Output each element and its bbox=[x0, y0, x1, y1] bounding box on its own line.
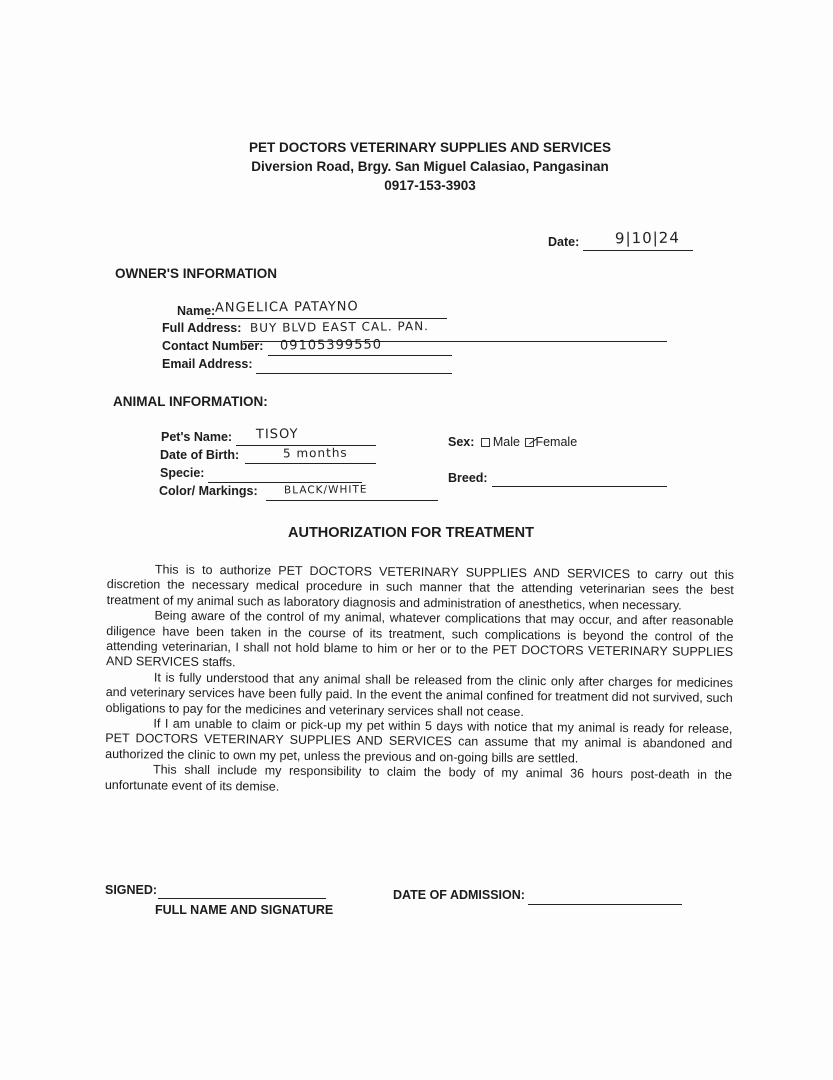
female-option-label: Female bbox=[535, 435, 578, 449]
clinic-address: Diversion Road, Brgy. San Miguel Calasiao, Pangasinan bbox=[251, 159, 609, 174]
male-checkbox[interactable] bbox=[481, 438, 490, 447]
color-markings-value: BLACK/WHITE bbox=[283, 483, 368, 497]
pet-name-value: TISOY bbox=[255, 426, 299, 443]
date-line[interactable] bbox=[583, 250, 693, 251]
authorization-paragraph-1: This is to authorize PET DOCTORS VETERINARY SUPPLIES AND SERVICES to carry out this discretion the necessary medical procedure in such manner that the attending veterinarian sees the best treatment of my animal such as laboratory diagnosis and administration of anesthetics, when necessary. bbox=[106, 562, 734, 613]
male-option-label: Male bbox=[492, 435, 520, 449]
authorization-paragraph-3: It is fully understood that any animal shall be released from the clinic only after charges for medicines and veterinary services have been fully paid. In the event the animal confined for treatment did not survived, such obligations to pay for the medicines and veterinary services shall not cease. bbox=[105, 670, 733, 719]
owner-section-title: OWNER'S INFORMATION bbox=[115, 266, 277, 281]
specie-line[interactable] bbox=[208, 482, 362, 483]
owner-contact-line[interactable] bbox=[268, 355, 452, 356]
date-value: 9|10|24 bbox=[614, 228, 680, 248]
date-label: Date: bbox=[548, 235, 580, 249]
date-of-admission-label: DATE OF ADMISSION: bbox=[393, 888, 525, 902]
breed-line[interactable] bbox=[492, 486, 667, 487]
signature-line[interactable] bbox=[158, 898, 326, 899]
clinic-header bbox=[0, 138, 833, 195]
authorization-title: AUTHORIZATION FOR TREATMENT bbox=[288, 525, 534, 541]
signed-label: SIGNED: bbox=[105, 883, 158, 897]
color-markings-line[interactable] bbox=[266, 500, 438, 501]
breed-label: Breed: bbox=[448, 471, 488, 485]
owner-contact-value: 09105399550 bbox=[279, 337, 383, 354]
signature-caption: FULL NAME AND SIGNATURE bbox=[155, 903, 334, 917]
owner-name-label: Name: bbox=[177, 304, 216, 318]
animal-section-title: ANIMAL INFORMATION: bbox=[113, 394, 268, 409]
color-markings-label: Color/ Markings: bbox=[159, 484, 258, 498]
dob-value: 5 months bbox=[282, 445, 348, 461]
pet-name-label: Pet's Name: bbox=[161, 430, 233, 444]
authorization-paragraph-4: If I am unable to claim or pick-up my pet within 5 days with notice that my animal is ready for release, PET DOCTORS VETERINARY SUPPLIES AND SERVICES can assume that my animal is abandoned and authorized the clinic to own my pet, unless the previous and on-going bills are settled. bbox=[105, 716, 733, 766]
authorization-paragraph-5: This shall include my responsibility to claim the body of my animal 36 hours post-death in the unfortunate event of its demise. bbox=[104, 762, 733, 794]
dob-line[interactable] bbox=[245, 463, 376, 464]
owner-contact-label: Contact Number: bbox=[162, 339, 264, 353]
date-of-admission-line[interactable] bbox=[528, 904, 682, 905]
owner-email-line[interactable] bbox=[256, 373, 452, 374]
sex-field bbox=[448, 435, 577, 449]
clinic-name: PET DOCTORS VETERINARY SUPPLIES AND SERVICES bbox=[248, 140, 612, 155]
owner-name-value: ANGELICA PATAYNO bbox=[214, 299, 359, 316]
female-checkbox-checked[interactable] bbox=[525, 438, 534, 447]
sex-label: Sex: bbox=[448, 435, 475, 449]
clinic-phone: 0917-153-3903 bbox=[384, 178, 476, 193]
owner-address-label: Full Address: bbox=[162, 321, 242, 335]
dob-label: Date of Birth: bbox=[160, 448, 240, 462]
owner-address-value: BUY BLVD EAST CAL. PAN. bbox=[249, 319, 430, 335]
authorization-paragraph-2: Being aware of the control of my animal, whatever complications that may occur, and after reasonable diligence have been taken in the course of its treatment, such complications is beyond the control of the attending veterinarian, I shall not hold blame to him or her or to the PET DOCTORS VETERINARY SUPPLIES AND SERVICES staffs. bbox=[105, 608, 734, 670]
owner-email-label: Email Address: bbox=[162, 357, 253, 371]
specie-label: Specie: bbox=[160, 466, 205, 480]
authorization-body bbox=[105, 562, 734, 799]
